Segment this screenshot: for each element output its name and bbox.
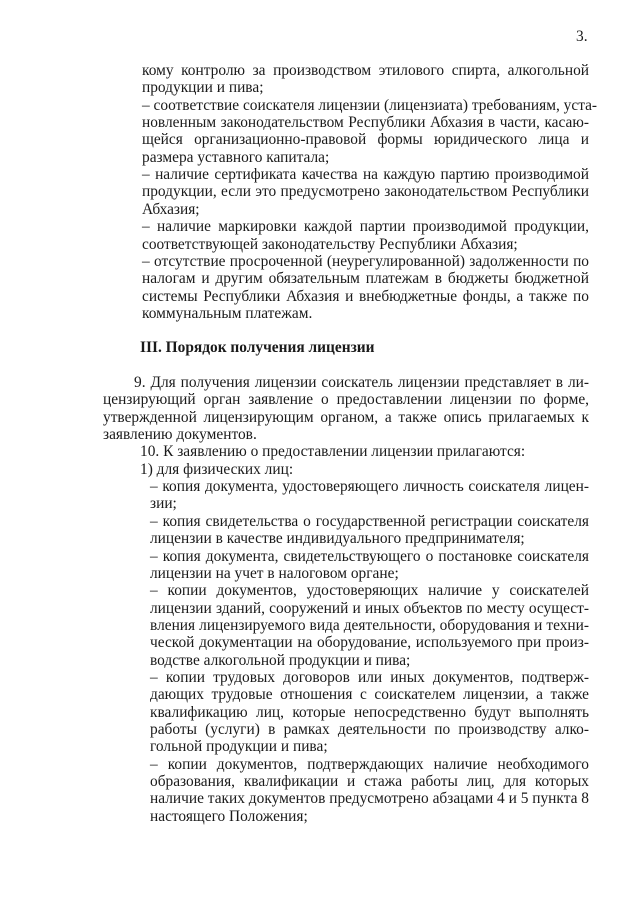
text-line: Абхазия; xyxy=(142,200,200,218)
text-line: – копия документа, удостоверяющего личность соискателя лицен- xyxy=(150,478,589,496)
text-line: водстве алкогольной продукции и пива; xyxy=(150,651,411,669)
text-line: – отсутствие просроченной (неурегулированной) задолженности по xyxy=(142,252,589,270)
text-line: – копия свидетельства о государственной регистрации соискателя xyxy=(150,512,589,530)
text-line: зии; xyxy=(150,495,177,513)
text-line: лицензии зданий, сооружений и иных объектов по месту осущест- xyxy=(150,599,589,617)
text-line: коммунальным платежам. xyxy=(142,304,313,322)
text-line: – копии документов, удостоверяющих наличие у соискателей xyxy=(150,582,589,600)
text-line: 9. Для получения лицензии соискатель лицензии представляет в ли- xyxy=(134,374,589,391)
text-line: новленным законодательством Республики Абхазия в части, касаю- xyxy=(142,114,589,132)
text-line: размера уставного капитала; xyxy=(142,148,330,166)
text-line: кому контролю за производством этилового спирта, алкогольной xyxy=(142,62,589,79)
text-line: квалификацию лиц, которые непосредственно будут выполнять xyxy=(150,703,589,721)
text-line: – соответствие соискателя лицензии (лицензиата) требованиям, уста- xyxy=(142,96,598,114)
text-line: налогам и другим обязательным платежам в бюджеты бюджетной xyxy=(142,270,589,288)
text-line: цензирующий орган заявление о предоставлении лицензии по форме, xyxy=(103,391,589,409)
text-line: системы Республики Абхазия и внебюджетные фонды, а также по xyxy=(142,287,589,305)
text-line: – наличие маркировки каждой партии производимой продукции, xyxy=(142,218,589,236)
text-line: вления лицензируемого вида деятельности, оборудования и техни- xyxy=(150,616,589,634)
text-line: продукции и пива; xyxy=(142,79,264,97)
text-line: дающих трудовые отношения с соискателем лицензии, а также xyxy=(150,686,589,704)
page-number: 3. xyxy=(576,28,588,45)
text-line: соответствующей законодательству Республики Абхазия; xyxy=(142,235,518,253)
text-line: настоящего Положения; xyxy=(150,807,308,825)
text-line: 1) для физических лиц: xyxy=(140,460,294,478)
text-line: продукции, если это предусмотрено законодательством Республики xyxy=(142,183,589,201)
text-line: ческой документации на оборудование, используемого при произ- xyxy=(150,634,589,652)
text-line: утвержденной лицензирующим органом, а также опись прилагаемых к xyxy=(103,408,589,426)
text-line: – копия документа, свидетельствующего о постановке соискателя xyxy=(150,547,589,565)
text-line: – копии трудовых договоров или иных документов, подтверж- xyxy=(150,668,589,686)
text-line: образования, квалификации и стажа работы лиц, для которых xyxy=(150,773,589,791)
text-line: работы (услуги) в рамках деятельности по производству алко- xyxy=(150,721,589,738)
text-line: щейся организационно-правовой формы юридического лица и xyxy=(142,131,589,149)
text-line: лицензии на учет в налоговом органе; xyxy=(150,564,399,582)
text-line: гольной продукции и пива; xyxy=(150,738,328,756)
text-line: наличие таких документов предусмотрено абзацами 4 и 5 пункта 8 xyxy=(150,790,589,808)
text-line: заявлению документов. xyxy=(103,426,257,444)
section-heading: III. Порядок получения лицензии xyxy=(140,339,375,356)
text-line: лицензии в качестве индивидуального предпринимателя; xyxy=(150,530,525,548)
text-line: – наличие сертификата качества на каждую партию производимой xyxy=(142,166,589,184)
text-line: 10. К заявлению о предоставлении лицензии прилагаются: xyxy=(140,443,526,461)
text-line: – копии документов, подтверждающих наличие необходимого xyxy=(150,755,589,773)
